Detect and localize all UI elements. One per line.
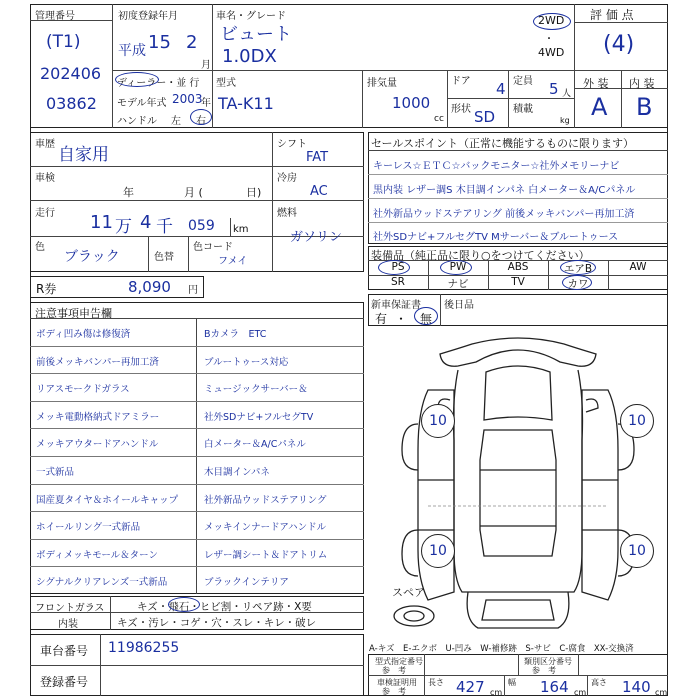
car-grade: 1.0DX (222, 46, 277, 67)
interior-cond-value: キズ・汚レ・コゲ・穴・スレ・キレ・破レ (117, 617, 317, 629)
dealer-circle (115, 72, 159, 87)
sales-point-line: 社外SDナビ+フルセグTV Mサーバー＆ブルートゥース (373, 232, 619, 243)
kanri-label: 管理番号 (35, 11, 75, 22)
inspection-month-unit: 月 ( (184, 186, 203, 199)
equip-pw-circle (440, 260, 472, 275)
handle-right-circle (190, 109, 212, 125)
model-year-label: モデル年式 (117, 98, 167, 109)
note-left-item: ボディ凹み傷は修復済 (36, 329, 131, 340)
mileage-rest: 059 (188, 218, 215, 234)
grade-score: (4) (603, 32, 635, 57)
color-change-label: 色替 (154, 252, 174, 263)
capacity-label: 定員 (513, 76, 533, 87)
fuel-value: ガソリン (290, 230, 343, 245)
mileage-sen: 4 (140, 212, 152, 233)
warranty-yes: 有 (375, 312, 388, 326)
cert-ref: 参 考 (382, 687, 406, 696)
door-value: 4 (496, 80, 506, 98)
note-left-item: リアスモークドガラス (36, 384, 130, 396)
history-label: 車歴 (35, 139, 55, 150)
handle-label: ハンドル (117, 116, 157, 127)
type-cert-label: 型式指定番号 (375, 657, 423, 666)
length-value: 427 (456, 678, 485, 696)
chassis-label: 車台番号 (40, 644, 89, 658)
note-left-item: ボディメッキモール＆ターン (36, 549, 158, 561)
reg-label: 登録番号 (40, 675, 89, 689)
kanri-number-1: 202406 (40, 64, 102, 83)
color-label: 色 (35, 242, 45, 253)
drive-2wd: 2WD (538, 14, 565, 27)
mileage-label: 走行 (35, 208, 55, 219)
warranty-no-circle (414, 307, 438, 325)
width-cm: cm (574, 688, 587, 697)
fuel-label: 燃料 (277, 208, 297, 219)
mileage-man: 11 (90, 212, 113, 233)
first-reg-label: 初度登録年月 (118, 11, 178, 22)
mileage-man-unit: 万 (115, 217, 132, 237)
note-left-item: メッキアウタードアハンドル (36, 439, 159, 451)
interior-cond-label: 内装 (58, 619, 78, 630)
interior-label: 内 装 (629, 77, 655, 90)
note-left-item: 一式新品 (36, 467, 75, 478)
sales-points-title: セールスポイント（正常に機能するものに限ります） (371, 137, 635, 150)
header-section (30, 4, 668, 128)
warranty-date-label: 後日品 (444, 300, 474, 311)
equip-abs: ABS (507, 261, 529, 273)
sales-point-line: キーレス☆ＥＴＣ☆バックモニター☆社外メモリーナビ (373, 161, 620, 172)
r-ken-label: R券 (36, 282, 57, 296)
warranty-no: 無 (420, 312, 433, 326)
reg-year: 15 (148, 32, 171, 53)
history-value: 自家用 (58, 145, 109, 165)
cert-label: 車検証明用 (377, 678, 417, 687)
model-year-unit: 年 (201, 98, 211, 109)
note-left-item: メッキ電動格納式ドアミラー (36, 411, 160, 423)
color-code-label: 色コード (193, 242, 233, 253)
ac-label: 冷房 (277, 173, 297, 184)
mileage-km: km (233, 224, 249, 235)
capacity-unit: 人 (562, 89, 572, 99)
length-cm: cm (490, 688, 503, 697)
sales-point-line: 社外新品ウッドステアリング 前後メッキバンパー再加工済 (373, 209, 635, 220)
width-value: 164 (540, 678, 569, 696)
note-right-item: 白メーター＆A/Cパネル (204, 439, 306, 451)
equip-airbag-circle (560, 260, 596, 275)
kanri-number-2: 03862 (46, 94, 97, 113)
load-kg: kg (560, 116, 570, 125)
car-name: ビュート (220, 24, 292, 45)
equip-sr: SR (391, 276, 405, 288)
type-cert-ref: 参 考 (382, 666, 406, 675)
damage-legend: A-キズ E-エクボ U-凹み W-補修跡 S-サビ C-腐食 XX-交換済 (369, 644, 634, 654)
r-ken-yen: 円 (188, 285, 198, 296)
note-right-item: メッキインナードアハンドル (204, 522, 327, 534)
equip-aw: AW (629, 261, 647, 273)
sales-point-line: 黒内装 レザー調S 木目調インパネ 白メーター＆A/Cパネル (373, 185, 636, 196)
warranty-label: 新車保証書 (371, 300, 421, 311)
handle-left: 左 (171, 116, 181, 127)
front-glass-label: フロントガラス (35, 603, 105, 614)
drive-4wd: 4WD (538, 46, 565, 59)
kanri-code: (T1) (46, 32, 81, 52)
equip-navi: ナビ (447, 278, 469, 290)
ac-value: AC (310, 184, 328, 199)
equip-ps: PS (391, 261, 405, 273)
inspection-day-unit: 日) (246, 186, 262, 199)
type-label: 型式 (216, 78, 236, 89)
chassis-value: 11986255 (108, 640, 180, 656)
inspection-year-unit: 年 (123, 186, 134, 199)
note-right-item: Bカメラ ETC (204, 329, 267, 340)
spare-label: スペア (392, 586, 425, 599)
reg-month-unit: 月 (201, 60, 211, 71)
shape-value: SD (474, 108, 496, 126)
tire-front-right: 10 (620, 404, 654, 438)
interior-grade: B (636, 93, 653, 121)
model-year: 2003 (172, 92, 203, 106)
drive-dot: ・ (544, 34, 554, 45)
r-ken-amount: 8,090 (128, 278, 171, 296)
displacement-label: 排気量 (367, 78, 397, 89)
reg-era: 平成 (118, 43, 146, 59)
front-glass-value: キズ・飛石・ヒビ割・リペア跡・X要 (137, 601, 312, 613)
dealer-label: ディーラー・並 行 (117, 78, 200, 89)
note-left-item: ホイールリング一式新品 (36, 522, 141, 534)
door-label: ドア (451, 76, 471, 87)
note-left-item: 前後メッキバンパー再加工済 (36, 356, 159, 368)
note-right-item: 社外SDナビ+フルセグTV (204, 411, 314, 423)
color-code-value: フメイ (218, 256, 248, 267)
note-left-item: シグナルクリアレンズ一式新品 (36, 577, 168, 589)
inspection-label: 車検 (35, 173, 55, 184)
height-value: 140 (622, 678, 651, 696)
tire-front-left: 10 (421, 404, 455, 438)
grade-eval-label: 評 価 点 (590, 8, 634, 22)
mileage-sen-unit: 千 (156, 217, 173, 237)
reg-month: 2 (186, 32, 198, 53)
exterior-grade: A (591, 93, 608, 121)
equip-leather-circle (562, 275, 592, 290)
equip-ps-circle (378, 260, 410, 275)
note-right-item: 社外新品ウッドステアリング (204, 494, 327, 506)
warranty-dot: ・ (395, 312, 408, 326)
handle-right: 右 (196, 116, 206, 127)
color-value: ブラック (64, 249, 120, 265)
note-right-item: ミュージックサーバー＆ (204, 384, 308, 396)
width-label: 幅 (508, 678, 516, 687)
height-cm: cm (655, 688, 668, 697)
equipment-title: 装備品（純正品に限り○をつけてください） (371, 249, 590, 262)
displacement-value: 1000 (392, 94, 431, 112)
class-label: 類別区分番号 (524, 657, 572, 666)
note-right-item: ブルートゥース対応 (204, 356, 289, 368)
model-name-label: 車名・グレード (216, 11, 286, 22)
shape-label: 形状 (451, 104, 471, 115)
equip-leather: カワ (567, 278, 589, 290)
note-right-item: 木目調インパネ (204, 467, 270, 478)
type-value: TA-K11 (218, 94, 274, 113)
shift-value: FAT (306, 150, 329, 165)
length-label: 長さ (428, 678, 444, 687)
note-right-item: レザー調シート＆ドアトリム (204, 549, 328, 561)
exterior-label: 外 装 (583, 77, 609, 90)
notes-title: 注意事項申告欄 (35, 307, 112, 320)
height-label: 高さ (591, 678, 607, 687)
tire-rear-left: 10 (421, 534, 455, 568)
shift-label: シフト (277, 139, 307, 150)
displacement-cc: cc (434, 114, 444, 124)
tire-rear-right: 10 (620, 534, 654, 568)
capacity-value: 5 (549, 80, 559, 98)
front-glass-circle (168, 597, 200, 612)
load-label: 積載 (513, 104, 533, 115)
note-left-item: 国産夏タイヤ＆ホイールキャップ (36, 494, 179, 506)
class-ref: 参 考 (532, 666, 556, 675)
note-right-item: ブラックインテリア (204, 577, 289, 589)
equip-pw: PW (449, 261, 467, 273)
equip-airbag: エアB (563, 263, 593, 275)
equip-tv: TV (511, 276, 525, 288)
